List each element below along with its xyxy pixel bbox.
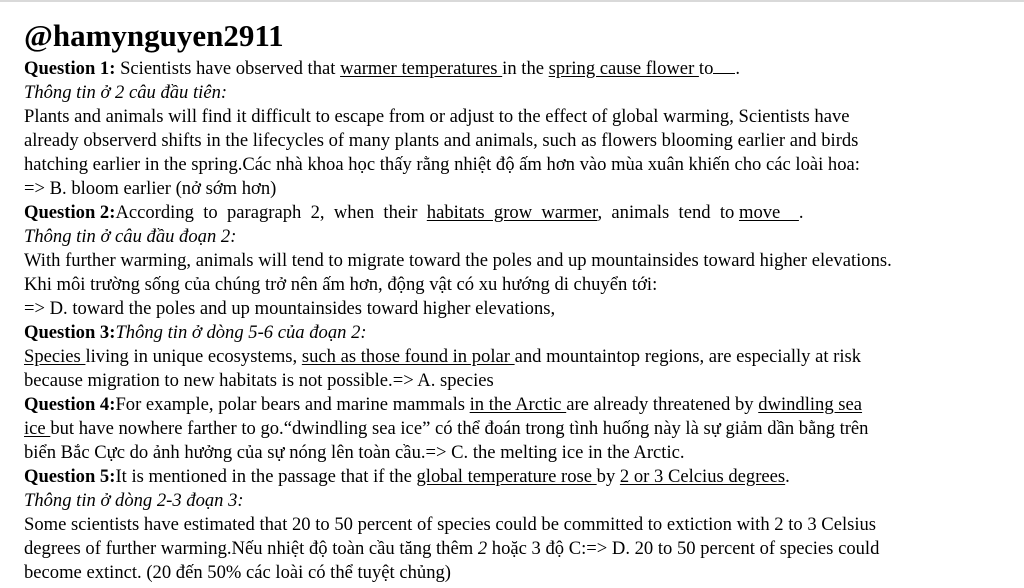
q5-line bbox=[24, 465, 790, 489]
q1-label: Question 1: bbox=[24, 58, 116, 79]
q3-passage-line-1 bbox=[24, 345, 861, 369]
q3-underline-1: Species bbox=[24, 346, 86, 367]
q1-text: in the bbox=[502, 58, 549, 79]
q1-text: to bbox=[698, 58, 714, 79]
q4-label: Question 4: bbox=[24, 394, 116, 415]
q5-text: hoặc 3 độ C:=> D. 20 to 50 percent of species could bbox=[487, 538, 880, 559]
q5-passage-line-2 bbox=[24, 537, 879, 561]
q1-passage-line-1: Plants and animals will find it difficult to escape from or adjust to the effect of global warming, Scientists have bbox=[24, 106, 850, 127]
q1-text: . bbox=[735, 58, 741, 79]
q2-underline-1: habitats grow warmer bbox=[426, 202, 598, 223]
q4-passage-line-2 bbox=[24, 417, 868, 441]
q1-blank bbox=[713, 57, 735, 74]
q2-info: Thông tin ở câu đầu đoạn 2: bbox=[24, 226, 237, 247]
q5-passage-line-1: Some scientists have estimated that 20 to 50 percent of species could be committed to extiction with 2 to 3 Celsius bbox=[24, 514, 877, 535]
q3-underline-2: such as those found in polar bbox=[301, 346, 515, 367]
q5-underline-1: global temperature rose bbox=[416, 466, 597, 487]
q2-line bbox=[24, 201, 804, 225]
q5-underline-2: 2 or 3 Celcius degrees bbox=[619, 466, 786, 487]
q4-underline-2: dwindling sea bbox=[758, 394, 863, 415]
q2-passage-line-1: With further warming, animals will tend to migrate toward the poles and up mountainsides toward higher elevations. bbox=[24, 250, 892, 271]
q5-text: by bbox=[596, 466, 620, 487]
q5-info: Thông tin ở dòng 2-3 đoạn 3: bbox=[24, 490, 244, 511]
q2-text: According to paragraph 2, when their bbox=[115, 202, 427, 223]
q2-passage-line-2: Khi môi trường sống của chúng trở nên ấm hơn, động vật có xu hướng di chuyển tới: bbox=[24, 274, 658, 295]
author-handle: @hamynguyen2911 bbox=[24, 18, 284, 53]
q2-answer: => D. toward the poles and up mountainsides toward higher elevations, bbox=[24, 298, 556, 319]
q1-passage-line-2: already observerd shifts in the lifecycles of many plants and animals, such as flowers blooming earlier and birds bbox=[24, 130, 859, 151]
q1-text: Scientists have observed that bbox=[115, 58, 341, 79]
q3-line bbox=[24, 321, 367, 345]
q1-passage-line-3: hatching earlier in the spring.Các nhà khoa học thấy rằng nhiệt độ ấm hơn vào mùa xuân khiến cho các loài hoa: bbox=[24, 154, 860, 175]
q4-text: For example, polar bears and marine mammals bbox=[115, 394, 470, 415]
q5-text: degrees of further warming. bbox=[24, 538, 232, 559]
top-border bbox=[0, 0, 1024, 2]
q5-text: It is mentioned in the passage that if the bbox=[115, 466, 417, 487]
q5-answer: become extinct. (20 đến 50% các loài có thể tuyệt chủng) bbox=[24, 562, 451, 583]
q5-number: 2 bbox=[477, 538, 488, 559]
q5-text: . bbox=[785, 466, 790, 487]
q1-line bbox=[24, 57, 740, 81]
q3-text: and mountaintop regions, are especially at risk bbox=[514, 346, 862, 367]
q4-text: but have nowhere farther to go.“dwindling sea ice” có thể đoán trong tình huống này là sự giảm dần bằng trên bbox=[50, 418, 869, 439]
q4-answer: biển Bắc Cực do ảnh hưởng của sự nóng lên toàn cầu.=> C. the melting ice in the Arctic. bbox=[24, 442, 685, 463]
q4-underline-1: in the Arctic bbox=[469, 394, 567, 415]
q4-text: are already threatened by bbox=[566, 394, 759, 415]
q3-passage-line-2: because migration to new habitats is not possible.=> A. species bbox=[24, 370, 494, 391]
q5-vietnamese-text: Nếu nhiệt độ toàn cầu tăng thêm bbox=[231, 538, 478, 559]
q3-label: Question 3: bbox=[24, 322, 116, 343]
q3-info: Thông tin ở dòng 5-6 của đoạn 2: bbox=[115, 322, 367, 343]
q1-answer: => B. bloom earlier (nở sớm hơn) bbox=[24, 178, 277, 199]
q4-underline-3: ice bbox=[24, 418, 51, 439]
q1-underline-2: spring cause flower bbox=[548, 58, 699, 79]
q2-text: . bbox=[798, 202, 804, 223]
q2-label: Question 2: bbox=[24, 202, 116, 223]
q5-label: Question 5: bbox=[24, 466, 116, 487]
q3-text: living in unique ecosystems, bbox=[85, 346, 302, 367]
q4-line bbox=[24, 393, 862, 417]
q2-text: , animals tend to bbox=[597, 202, 739, 223]
q1-underline-1: warmer temperatures bbox=[340, 58, 503, 79]
q2-underline-2: move bbox=[738, 202, 799, 223]
q1-info: Thông tin ở 2 câu đầu tiên: bbox=[24, 82, 228, 103]
